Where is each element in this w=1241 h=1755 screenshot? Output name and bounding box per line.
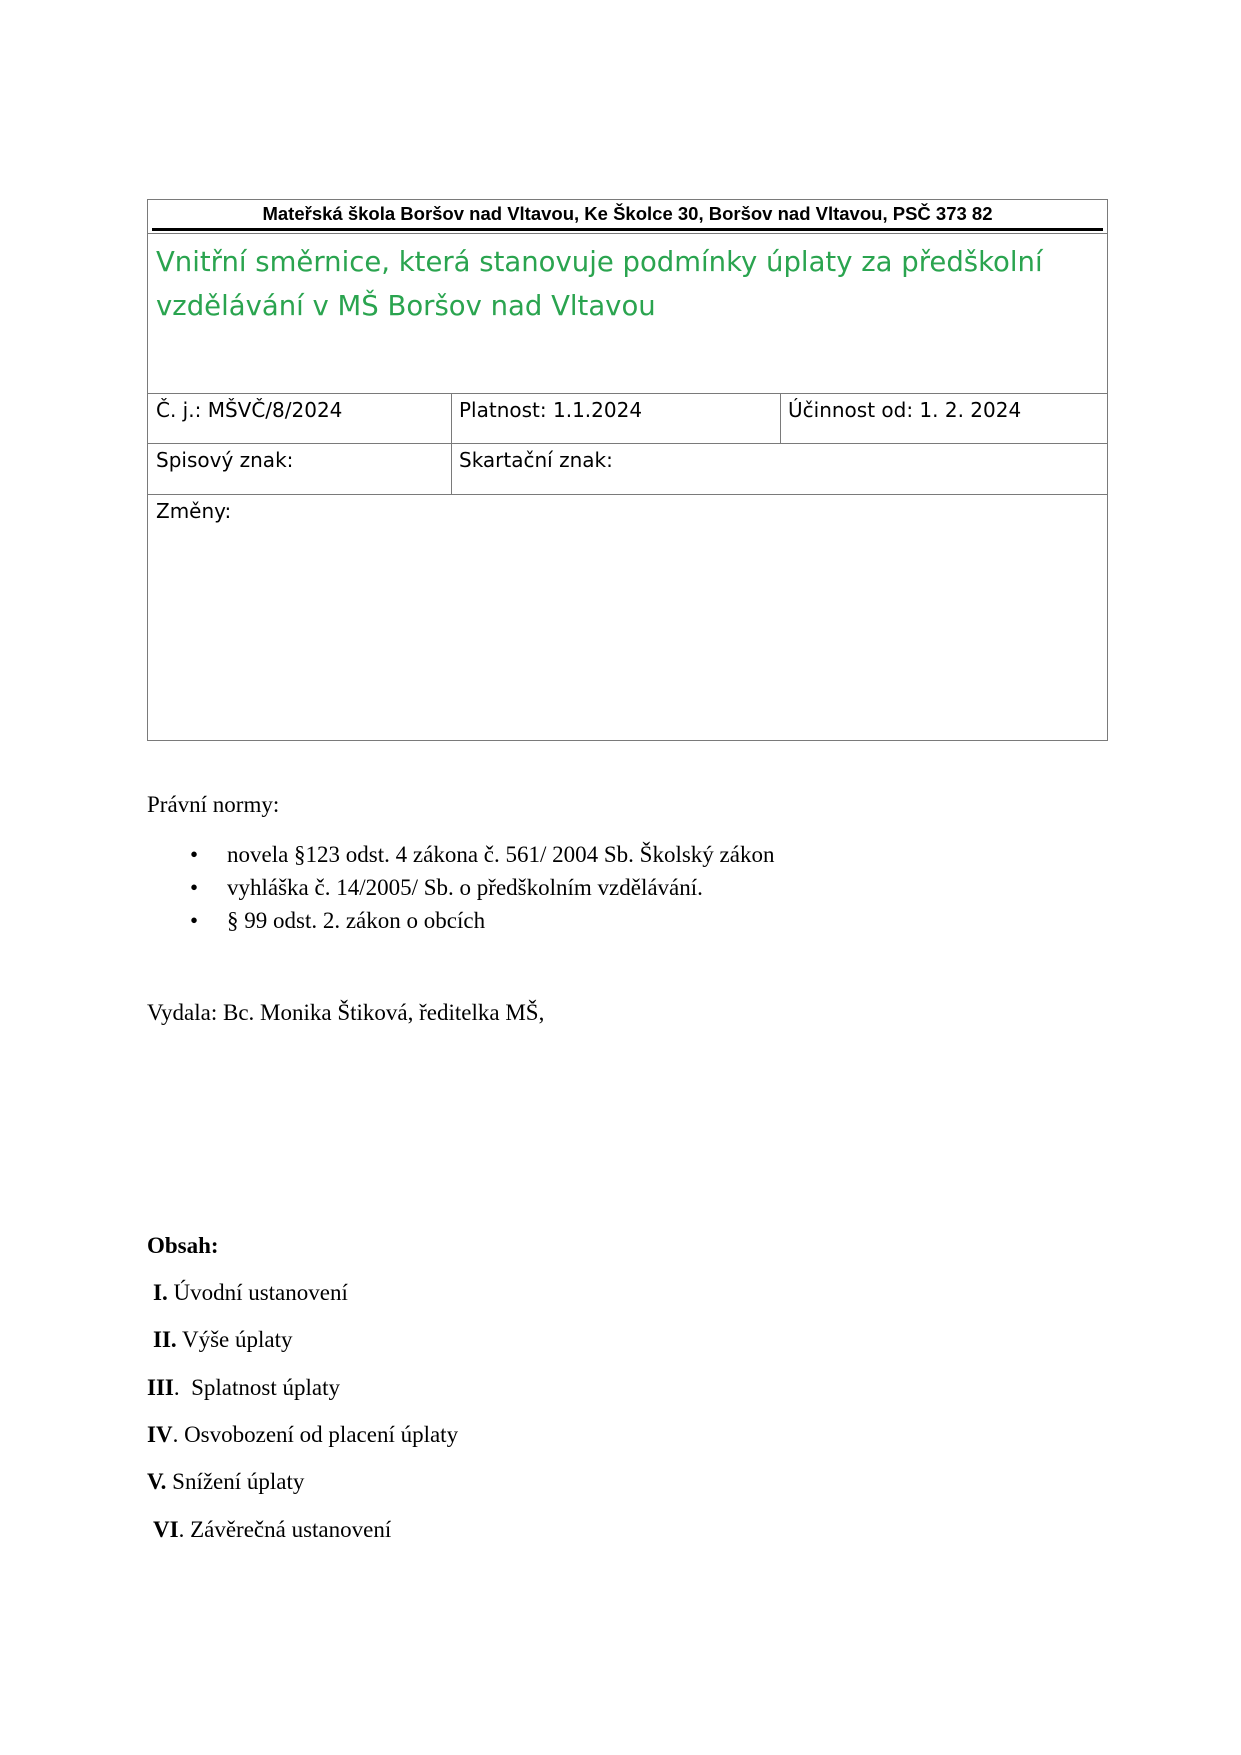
effective-from: Účinnost od: 1. 2. 2024	[788, 398, 1022, 422]
shredding-code-label: Skartační znak:	[459, 448, 613, 472]
school-name: Mateřská škola Boršov nad Vltavou, Ke Školce 30, Boršov nad Vltavou, PSČ 373 82	[262, 203, 993, 224]
document-title	[156, 240, 1096, 328]
toc-item: II. Výše úplaty	[153, 1327, 293, 1352]
toc-item: V. Snížení úplaty	[147, 1469, 305, 1494]
issued-by: Vydala: Bc. Monika Štiková, ředitelka MŠ,	[147, 1000, 545, 1025]
bullet-icon: •	[190, 875, 199, 900]
column-divider	[780, 393, 781, 443]
reference-number: Č. j.: MŠVČ/8/2024	[156, 398, 343, 422]
title-line-1: Vnitřní směrnice, která stanovuje podmínky úplaty za předškolní	[156, 246, 1043, 278]
list-item: vyhláška č. 14/2005/ Sb. o předškolním vzdělávání.	[227, 875, 703, 900]
bullet-icon: •	[190, 908, 199, 933]
row-divider	[148, 393, 1107, 394]
file-code-label: Spisový znak:	[156, 448, 294, 472]
changes-label: Změny:	[156, 499, 232, 523]
header-double-rule	[152, 228, 1103, 231]
toc-item: III. Splatnost úplaty	[147, 1375, 340, 1400]
legal-norms-heading: Právní normy:	[147, 792, 280, 817]
row-divider	[148, 443, 1107, 444]
validity: Platnost: 1.1.2024	[459, 398, 643, 422]
list-item: § 99 odst. 2. zákon o obcích	[227, 908, 486, 933]
bullet-icon: •	[190, 842, 199, 867]
toc-item: I. Úvodní ustanovení	[153, 1280, 348, 1305]
title-line-2: vzdělávání v MŠ Boršov nad Vltavou	[156, 290, 656, 322]
toc-item: IV. Osvobození od placení úplaty	[147, 1422, 459, 1447]
title-cell	[148, 233, 1107, 393]
toc-item: VI. Závěrečná ustanovení	[153, 1517, 392, 1542]
contents-heading: Obsah:	[147, 1233, 219, 1258]
row-divider	[148, 494, 1107, 495]
document-header-table	[147, 199, 1108, 741]
list-item: novela §123 odst. 4 zákona č. 561/ 2004 Sb. Školský zákon	[227, 842, 775, 867]
